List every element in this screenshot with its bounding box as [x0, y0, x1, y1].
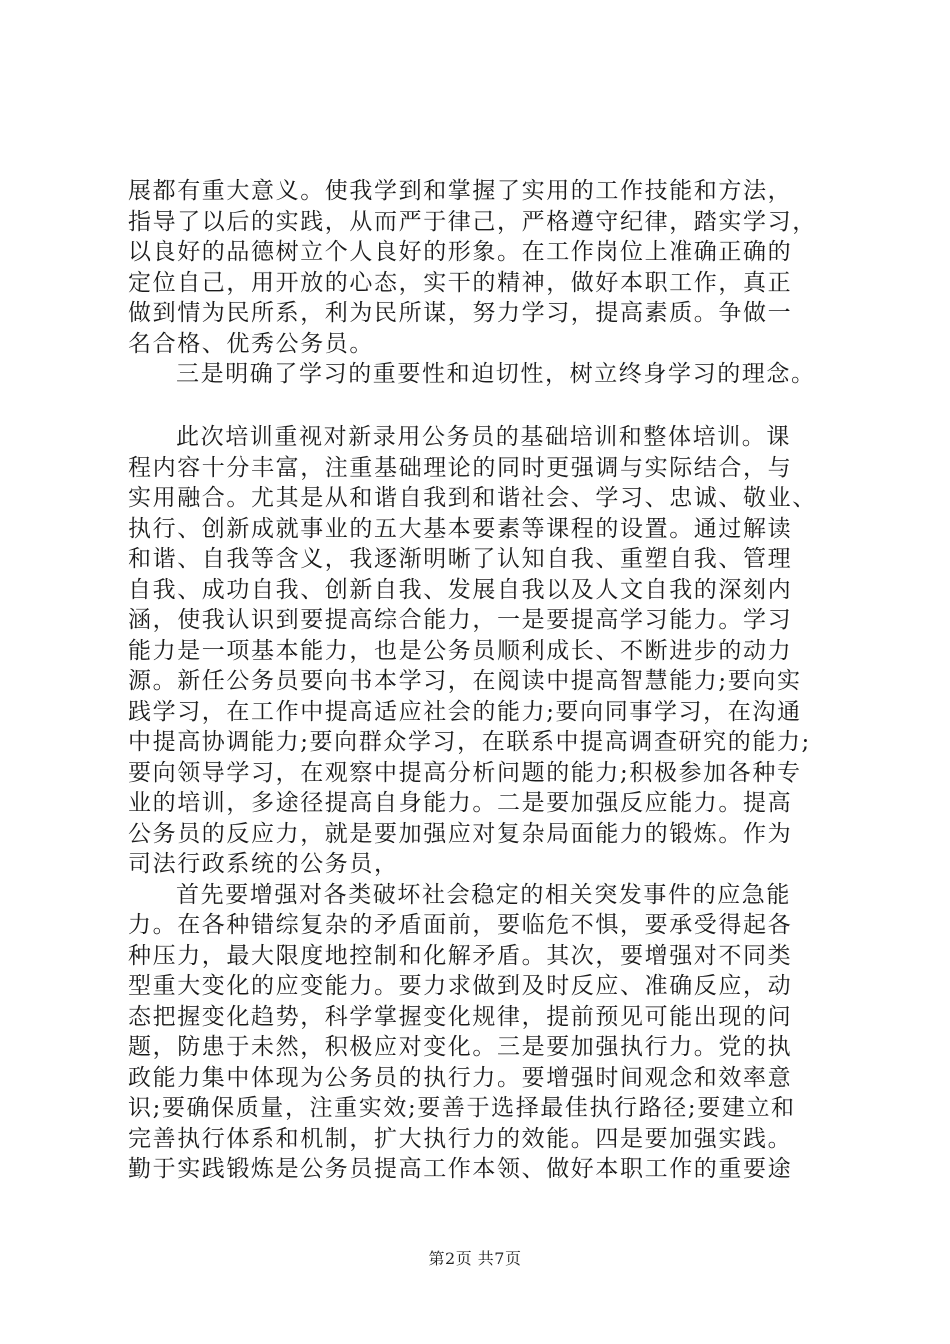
text-line: 源。新任公务员要向书本学习，在阅读中提高智慧能力;要向实 — [128, 668, 802, 694]
paragraph-continuation — [128, 176, 840, 390]
text-line: 指导了以后的实践，从而严于律己，严格遵守纪律，踏实学习， — [128, 208, 817, 235]
text-line: 以良好的品德树立个人良好的形象。在工作岗位上准确正确的 — [128, 239, 793, 265]
text-line: 要向领导学习，在观察中提高分析问题的能力;积极参加各种专 — [128, 759, 802, 786]
text-line: 首先要增强对各类破坏社会稳定的相关突发事件的应急能 — [176, 881, 791, 908]
text-line: 名合格、优秀公务员。 — [128, 330, 374, 357]
paragraph-training — [128, 422, 840, 1185]
text-line: 自我、成功自我、创新自我、发展自我以及人文自我的深刻内 — [128, 576, 793, 603]
page-number-footer: 第2页 共7页 — [428, 1249, 522, 1268]
text-line: 能力是一项基本能力，也是公务员顺利成长、不断进步的动力 — [128, 637, 793, 664]
text-line: 此次培训重视对新录用公务员的基础培训和整体培训。课 — [176, 424, 791, 450]
text-line: 公务员的反应力，就是要加强应对复杂局面能力的锻炼。作为 — [128, 820, 793, 847]
text-line: 践学习，在工作中提高适应社会的能力;要向同事学习，在沟通 — [128, 698, 802, 725]
text-line: 和谐、自我等含义，我逐渐明晰了认知自我、重塑自我、管理 — [128, 546, 793, 572]
text-line: 定位自己，用开放的心态，实干的精神，做好本职工作，真正 — [128, 269, 793, 296]
text-line: 做到情为民所系，利为民所谋，努力学习，提高素质。争做一 — [128, 300, 793, 326]
text-line: 中提高协调能力;要向群众学习，在联系中提高调查研究的能力; — [128, 729, 811, 755]
text-line: 程内容十分丰富，注重基础理论的同时更强调与实际结合，与 — [128, 454, 793, 481]
text-line: 勤于实践锻炼是公务员提高工作本领、做好本职工作的重要途 — [128, 1156, 793, 1182]
text-line: 展都有重大意义。使我学到和掌握了实用的工作技能和方法， — [128, 178, 793, 204]
text-line: 执行、创新成就事业的五大基本要素等课程的设置。通过解读 — [128, 515, 793, 542]
text-line: 完善执行体系和机制，扩大执行力的效能。四是要加强实践。 — [128, 1125, 793, 1152]
text-line: 力。在各种错综复杂的矛盾面前，要临危不惧，要承受得起各 — [128, 912, 793, 938]
text-line: 种压力，最大限度地控制和化解矛盾。其次，要增强对不同类 — [128, 942, 793, 969]
text-line: 识;要确保质量，注重实效;要善于选择最佳执行路径;要建立和 — [128, 1095, 796, 1121]
text-line: 实用融合。尤其是从和谐自我到和谐社会、学习、忠诚、敬业、 — [128, 485, 817, 511]
text-line: 政能力集中体现为公务员的执行力。要增强时间观念和效率意 — [128, 1064, 793, 1091]
text-line: 态把握变化趋势，科学掌握变化规律，提前预见可能出现的问 — [128, 1003, 793, 1030]
text-line: 涵，使我认识到要提高综合能力，一是要提高学习能力。学习 — [128, 607, 793, 633]
text-line: 业的培训，多途径提高自身能力。二是要加强反应能力。提高 — [128, 790, 793, 816]
text-line: 三是明确了学习的重要性和迫切性，树立终身学习的理念。 — [176, 361, 816, 387]
text-line: 型重大变化的应变能力。要力求做到及时反应、准确反应，动 — [128, 973, 793, 999]
text-line: 司法行政系统的公务员， — [128, 851, 399, 877]
text-line: 题，防患于未然，积极应对变化。三是要加强执行力。党的执 — [128, 1034, 793, 1060]
